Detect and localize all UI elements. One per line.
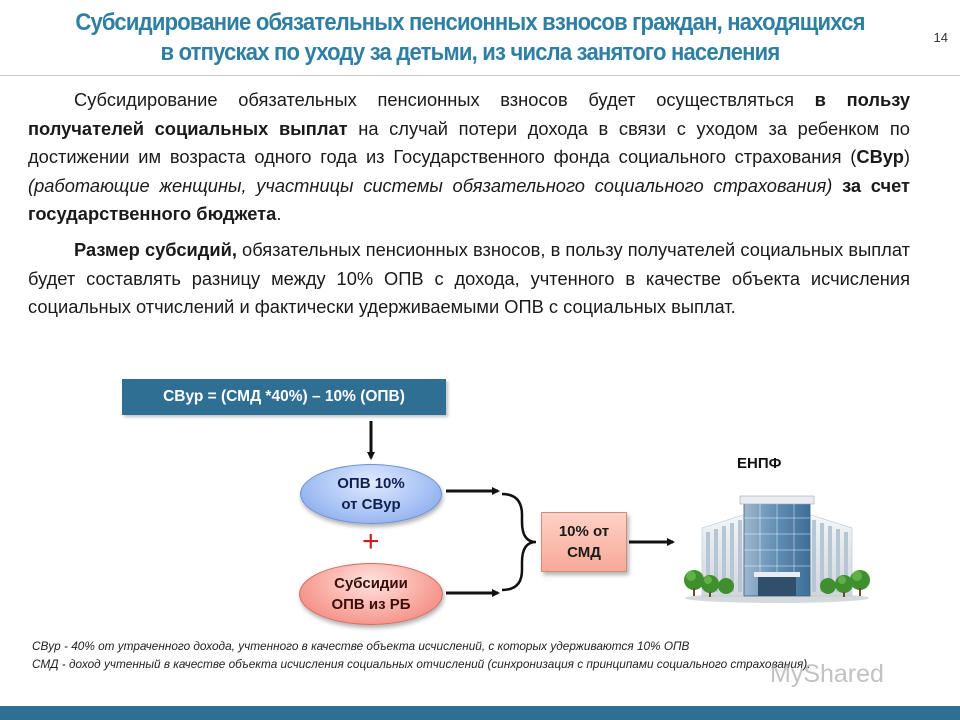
smd-box <box>541 512 627 572</box>
subsidy-oval <box>299 563 443 625</box>
opv-oval <box>300 464 442 524</box>
subsidy-oval-line-2: ОПВ из РБ <box>331 596 411 613</box>
p1-italic-note: (работающие женщины, участницы системы обязательного социального страхования) <box>28 174 833 196</box>
smd-box-line-1: 10% от <box>558 523 610 540</box>
page-number: 14 <box>933 30 948 45</box>
p2-text: обязательных пенсионных взносов, в пользу получателей социальных выплат будет составлять разницу между 10% ОПВ с дохода, учтенного в качестве объекта исчисления социальных отчислений и фактически удерживаемыми ОПВ с социальных выплат. <box>28 238 910 318</box>
p1-bold-svur: СВур <box>856 146 904 168</box>
footnote-svur: СВур - 40% от утраченного дохода, учтенного в качестве объекта исчислений, с которых удерживаются 10% ОПВ <box>32 639 690 653</box>
formula-box: СВур = (СМД *40%) – 10% (ОПВ) <box>122 379 446 415</box>
merge-brace <box>502 494 536 590</box>
p1-text-2: на случай потери дохода в связи с уходом за ребенком по достижении им возраста одного года из Государственного фонда социального страхования ( <box>28 117 910 168</box>
opv-oval-line-1: ОПВ 10% <box>337 475 405 492</box>
title-line-2: в отпусках по уходу за детьми, из числа занятого населения <box>160 39 780 66</box>
p1-bold-recipients: в пользу получателей социальных выплат <box>28 89 910 139</box>
p1-text-1: Субсидирование обязательных пенсионных взносов будет осуществляться <box>74 89 815 110</box>
p1-text-5: . <box>276 203 282 225</box>
p1-bold-budget: за счет государственного бюджета <box>28 174 910 225</box>
opv-oval-line-2: от СВур <box>341 496 401 513</box>
bottom-accent-bar <box>0 706 960 720</box>
subsidy-oval-line-1: Субсидии <box>334 575 408 592</box>
watermark-logo: MyShared <box>770 660 884 688</box>
smd-box-line-2: СМД <box>567 544 601 561</box>
title-line-1: Субсидирование обязательных пенсионных взносов граждан, находящихся <box>75 9 865 36</box>
plus-sign: + <box>362 525 380 558</box>
footnote-smd: СМД - доход учтенный в качестве объекта исчисления социальных отчислений (синхронизация с принципами социального страхования). <box>32 656 811 671</box>
building-icon <box>684 488 870 604</box>
enpf-label: ЕНПФ <box>737 455 782 472</box>
p1-text-3: ) <box>903 146 910 168</box>
p2-bold-size: Размер субсидий, <box>74 238 237 260</box>
